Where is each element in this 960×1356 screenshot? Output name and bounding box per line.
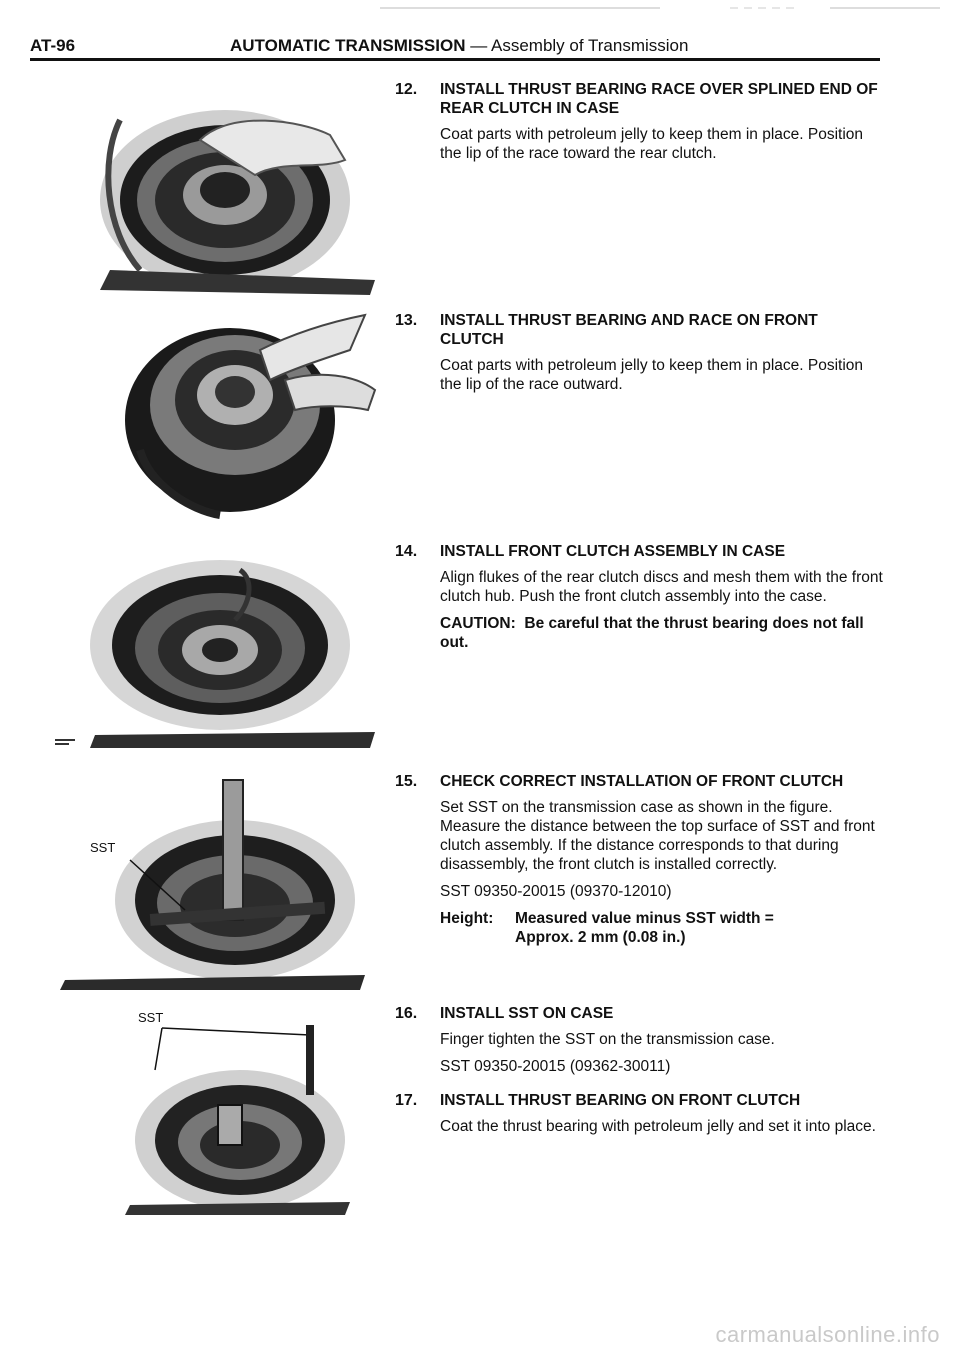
step-body: Align flukes of the rear clutch discs and mesh them with the front clutch hub. Push the front clutch assembly into the case. — [440, 569, 883, 605]
step-title: CHECK CORRECT INSTALLATION OF FRONT CLUTCH — [440, 773, 844, 790]
figure-step-12 — [80, 80, 380, 300]
caution-text: Be careful that the thrust bearing does not fall out. — [440, 615, 864, 651]
height-spec — [440, 909, 885, 947]
watermark: carmanualsonline.info — [715, 1322, 940, 1347]
step-number: 17. — [395, 1092, 418, 1109]
height-line-2: Approx. 2 mm (0.08 in.) — [515, 929, 686, 946]
step-title: INSTALL SST ON CASE — [440, 1005, 614, 1022]
step-title: INSTALL THRUST BEARING AND RACE ON FRONT CLUTCH — [440, 312, 818, 348]
subsection-title: — Assembly of Transmission — [465, 36, 689, 55]
height-label: Height: — [440, 910, 494, 927]
step-body: Finger tighten the SST on the transmission case. — [440, 1031, 775, 1048]
step-number: 16. — [395, 1005, 418, 1022]
scan-marks — [380, 6, 940, 10]
figure-step-14 — [55, 550, 385, 750]
page-title — [230, 36, 688, 56]
step-number: 15. — [395, 773, 418, 790]
step-number: 12. — [395, 81, 418, 98]
page-header — [30, 36, 880, 58]
height-line-1: Measured value minus SST width = — [515, 910, 774, 927]
step-title: INSTALL THRUST BEARING RACE OVER SPLINED END OF REAR CLUTCH IN CASE — [440, 81, 878, 117]
step-body: Set SST on the transmission case as shown in the figure. Measure the distance between the top surface of SST and front clutch assembly. If the distance corresponds to that during disassembly, the front clutch is installed correctly. — [440, 799, 875, 873]
figure-step-16-sst-label: SST — [138, 1010, 164, 1025]
step-13 — [395, 311, 885, 402]
figure-step-15-sst-label: SST — [90, 840, 116, 855]
header-rule — [30, 58, 880, 61]
step-number: 13. — [395, 312, 418, 329]
step-body: Coat parts with petroleum jelly to keep them in place. Position the lip of the race outward. — [440, 357, 864, 393]
step-12 — [395, 80, 885, 171]
page-number: AT-96 — [30, 36, 76, 55]
step-16 — [395, 1004, 885, 1084]
section-title: AUTOMATIC TRANSMISSION — [230, 36, 466, 55]
figure-step-16 — [100, 1010, 360, 1220]
step-15 — [395, 772, 885, 947]
step-body: Coat the thrust bearing with petroleum jelly and set it into place. — [440, 1118, 876, 1135]
sst-reference: SST 09350-20015 (09370-12010) — [440, 883, 672, 900]
figure-step-15 — [55, 770, 375, 990]
sst-reference: SST 09350-20015 (09362-30011) — [440, 1058, 671, 1075]
step-title: INSTALL FRONT CLUTCH ASSEMBLY IN CASE — [440, 543, 786, 560]
figure-step-13 — [110, 310, 380, 520]
step-17 — [395, 1091, 885, 1144]
caution-label: CAUTION: — [440, 615, 516, 632]
step-title: INSTALL THRUST BEARING ON FRONT CLUTCH — [440, 1092, 801, 1109]
step-body: Coat parts with petroleum jelly to keep them in place. Position the lip of the race toward the rear clutch. — [440, 126, 864, 162]
caution-note — [440, 614, 885, 652]
step-14 — [395, 542, 885, 652]
step-number: 14. — [395, 543, 418, 560]
